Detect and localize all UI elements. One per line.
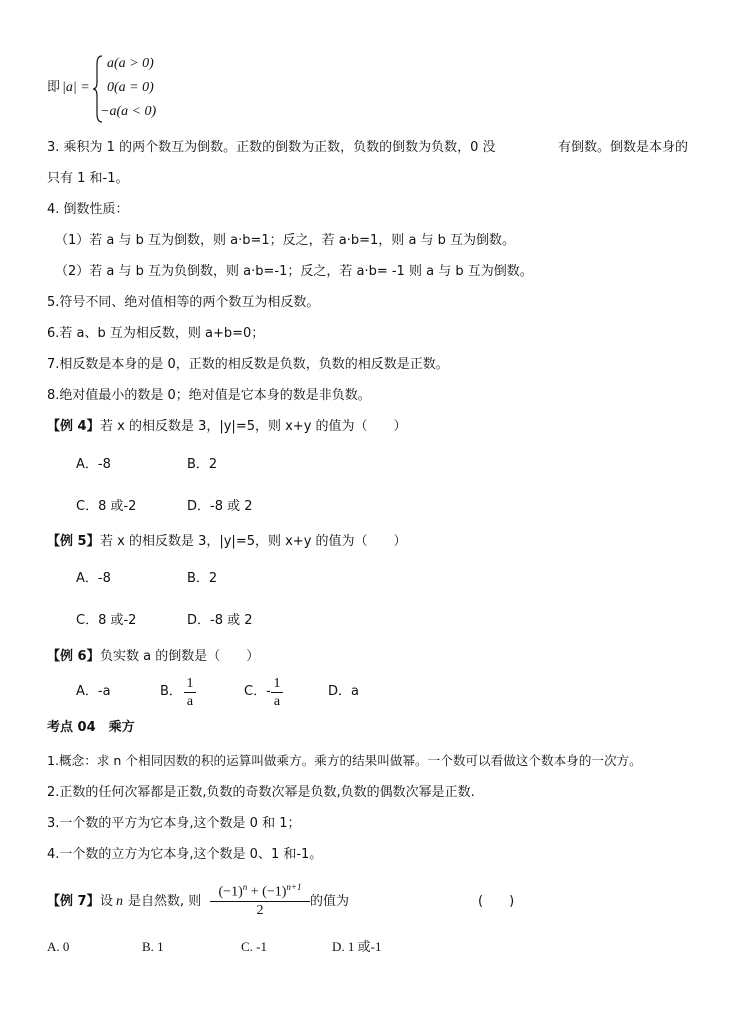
ex4-question: 若 x 的相反数是 3，|y|=5，则 x+y 的值为（ ） [100, 419, 407, 434]
ex7-question-mid: 是自然数, 则 [128, 894, 202, 909]
ex4-option-a[interactable]: A．-8 [76, 457, 111, 472]
ex6-option-b-label[interactable]: B． [160, 684, 182, 699]
ex7-question-pre: 设 [100, 894, 114, 909]
ex7-denominator: 2 [256, 902, 264, 918]
ex6-option-c-fraction [271, 676, 283, 709]
ex6-option-d[interactable]: D．a [328, 684, 359, 699]
ex4-option-d[interactable]: D．-8 或 2 [187, 499, 253, 514]
ex7-question-post: 的值为 [310, 894, 350, 909]
abs-prefix: 即 [47, 80, 61, 95]
ex5-option-d[interactable]: D．-8 或 2 [187, 613, 253, 628]
fraction-bar [210, 901, 310, 902]
abs-case-negative: −a(a < 0) [100, 104, 157, 119]
ex6-question: 负实数 a 的倒数是（ ） [100, 649, 260, 664]
ex6-b-denominator: a [186, 694, 194, 709]
para6: 6.若 a、b 互为相反数，则 a+b=0； [47, 326, 265, 341]
ex4-tag: 【例 4】 [47, 419, 100, 434]
ex7-option-c[interactable]: C. -1 [241, 939, 267, 954]
para3-line1b: 有倒数。倒数是本身的 [558, 140, 689, 155]
ex7-exp-a: n [242, 882, 248, 892]
fraction-bar [271, 692, 283, 693]
pow2: 2.正数的任何次幂都是正数,负数的奇数次幂是负数,负数的偶数次幂是正数. [47, 785, 475, 800]
para4-item1: （1）若 a 与 b 互为倒数，则 a·b=1；反之，若 a·b=1，则 a 与 b 互为倒数。 [55, 233, 516, 248]
ex7-option-b[interactable]: B. 1 [142, 939, 164, 954]
ex6-c-numerator: 1 [273, 676, 281, 691]
para7: 7.相反数是本身的是 0，正数的相反数是负数，负数的相反数是正数。 [47, 357, 449, 372]
ex7-option-d[interactable]: D. 1 或-1 [332, 939, 382, 954]
ex5-option-b[interactable]: B．2 [187, 571, 218, 586]
ex7-plus: + [247, 884, 263, 900]
ex7-numerator [210, 880, 310, 900]
ex6-option-a[interactable]: A．-a [76, 684, 111, 699]
para8: 8.绝对值最小的数是 0；绝对值是它本身的数是非负数。 [47, 388, 371, 403]
ex5-question: 若 x 的相反数是 3，|y|=5，则 x+y 的值为（ ） [100, 534, 407, 549]
ex4-option-b[interactable]: B．2 [187, 457, 218, 472]
abs-lhs: |a| = [62, 80, 90, 95]
para4-title: 4. 倒数性质： [47, 202, 129, 217]
ex6-tag: 【例 6】 [47, 649, 100, 664]
ex6-option-b-fraction [184, 676, 196, 709]
ex6-option-c-label[interactable]: C．- [244, 684, 271, 699]
para3-line2: 只有 1 和-1。 [47, 171, 129, 186]
ex7-exp-b: n+1 [286, 882, 302, 892]
ex5-option-a[interactable]: A．-8 [76, 571, 111, 586]
abs-case-positive: a(a > 0) [107, 56, 154, 71]
para4-item2: （2）若 a 与 b 互为负倒数，则 a·b=-1；反之，若 a·b= -1 则 a 与 b 互为倒数。 [55, 264, 533, 279]
fraction-bar [184, 692, 196, 693]
para5: 5.符号不同、绝对值相等的两个数互为相反数。 [47, 295, 320, 310]
abs-case-zero: 0(a = 0) [107, 80, 154, 95]
ex4-option-c[interactable]: C．8 或-2 [76, 499, 137, 514]
pow4: 4.一个数的立方为它本身,这个数是 0、1 和-1。 [47, 847, 323, 862]
ex6-c-denominator: a [273, 694, 281, 709]
ex7-num-term-b: (−1) [262, 884, 287, 900]
ex7-answer-paren: ( ) [478, 894, 515, 909]
para3-line1a: 3. 乘积为 1 的两个数互为倒数。正数的倒数为正数，负数的倒数为负数，0 没 [47, 140, 496, 155]
pow3: 3.一个数的平方为它本身,这个数是 0 和 1； [47, 816, 301, 831]
ex7-fraction [210, 880, 310, 918]
ex7-num-term-a: (−1) [218, 884, 243, 900]
ex5-tag: 【例 5】 [47, 534, 100, 549]
ex7-tag: 【例 7】 [47, 894, 100, 909]
ex6-b-numerator: 1 [186, 676, 194, 691]
ex7-var: n [116, 894, 123, 909]
section-title: 考点 04 乘方 [47, 720, 135, 735]
ex7-option-a[interactable]: A. 0 [47, 939, 70, 954]
pow1: 1.概念：求 n 个相同因数的积的运算叫做乘方。乘方的结果叫做幂。一个数可以看做这个数本身的一次方。 [47, 753, 642, 768]
ex5-option-c[interactable]: C．8 或-2 [76, 613, 137, 628]
